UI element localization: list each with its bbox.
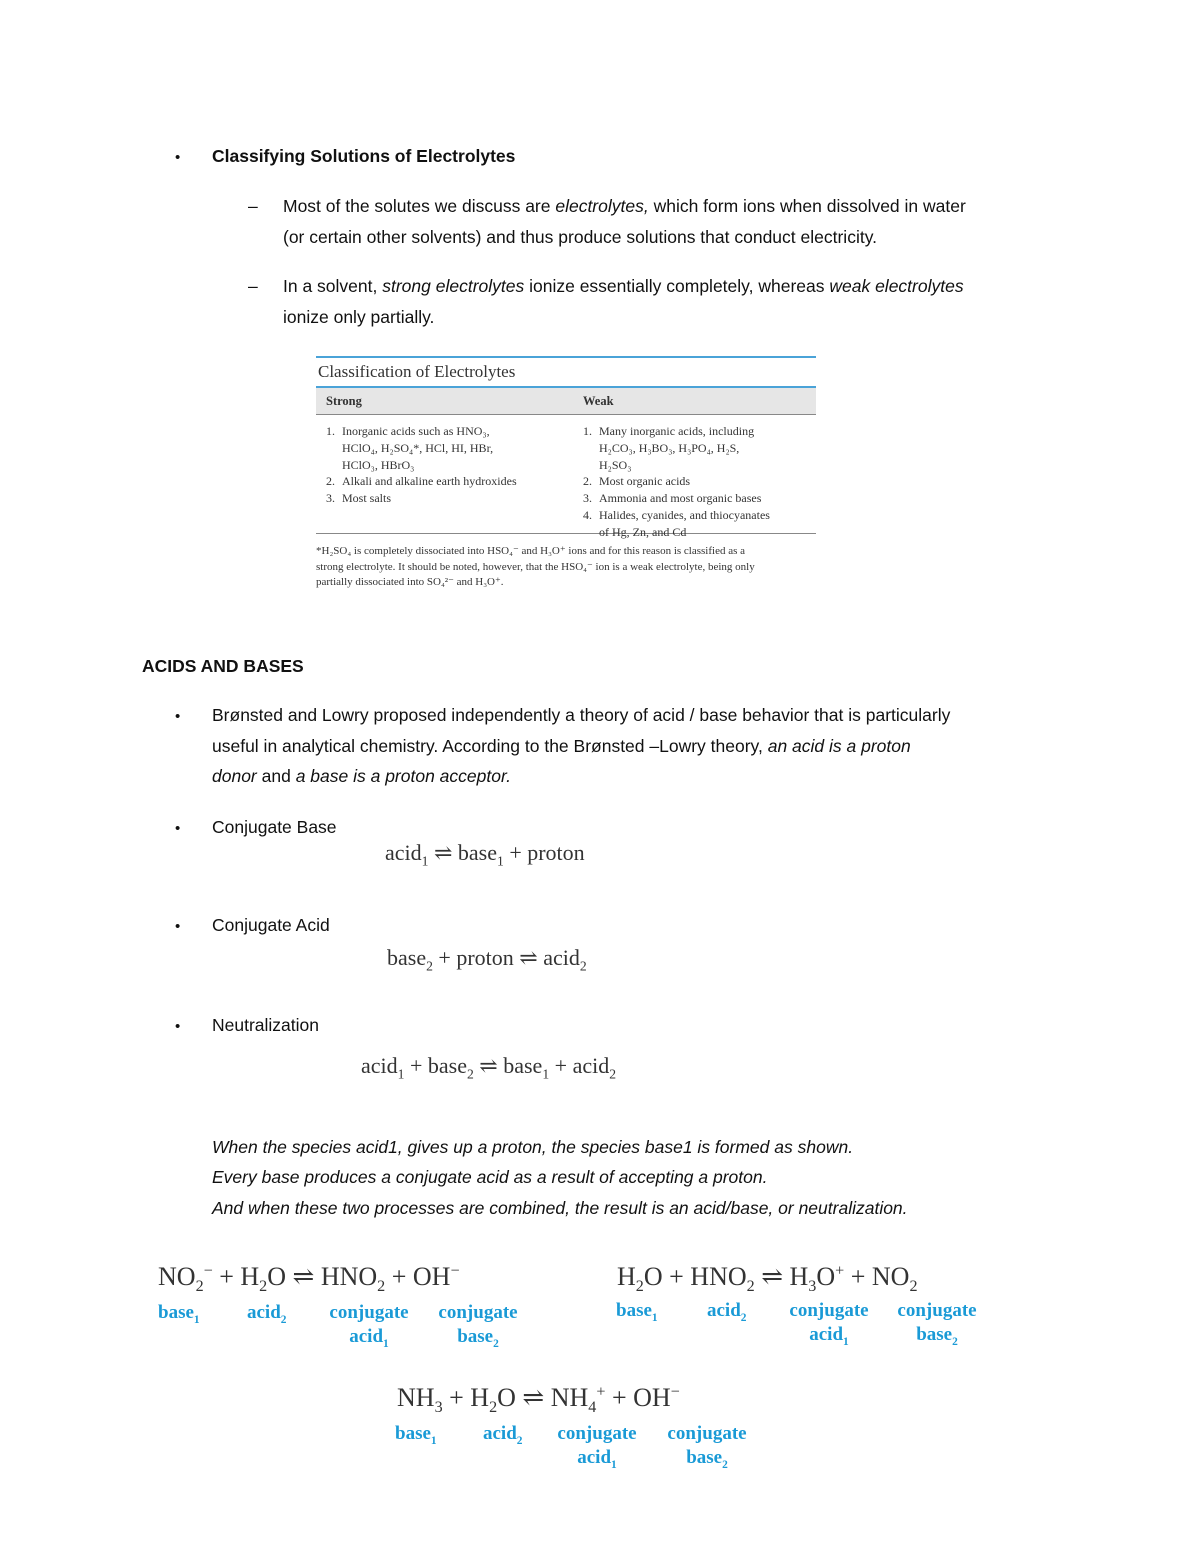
label-conjugate-acid1: conjugate acid$_1$ bbox=[789, 1300, 869, 1348]
paragraph-electrolytes-line1: Most of the solutes we discuss are electrolytes, which form ions when dissolved in water bbox=[283, 196, 966, 216]
strong-item bbox=[326, 473, 566, 490]
equilibrium-arrow-icon: ⇌ bbox=[519, 945, 538, 970]
bronsted-line1: Brønsted and Lowry proposed independently a theory of acid / base behavior that is particularly bbox=[212, 705, 951, 725]
weak-item bbox=[583, 473, 813, 490]
equilibrium-arrow-icon: ⇌ bbox=[761, 1262, 783, 1291]
weak-item-number: 2. bbox=[583, 474, 592, 489]
strong-item-number: 2. bbox=[326, 474, 335, 489]
equilibrium-arrow-icon: ⇌ bbox=[292, 1262, 315, 1291]
footnote-line: strong electrolyte. It should be noted, however, that the HSO₄⁻ ion is a weak electrolyte, being only bbox=[316, 560, 755, 573]
table-title: Classification of Electrolytes bbox=[318, 362, 516, 381]
weak-item-text: Halides, cyanides, and thiocyanates bbox=[599, 507, 770, 522]
strong-item-text: Alkali and alkaline earth hydroxides bbox=[342, 474, 517, 489]
weak-item-number: 1. bbox=[583, 424, 592, 438]
table-footnote bbox=[316, 534, 816, 591]
strong-item-text: Inorganic acids such as HNO₃, bbox=[342, 424, 490, 438]
neutralization-label: Neutralization bbox=[212, 1015, 319, 1035]
label-base1: base$_1$ bbox=[158, 1302, 200, 1326]
label-conjugate-base2: conjugate base$_2$ bbox=[897, 1300, 977, 1348]
note-line2: Every base produces a conjugate acid as a result of accepting a proton. bbox=[212, 1167, 768, 1187]
label-conjugate-base2: conjugate base$_2$ bbox=[438, 1302, 518, 1350]
label-acid2: acid$_2$ bbox=[247, 1302, 287, 1326]
electrolytes-table bbox=[316, 356, 816, 591]
table-header-weak: Weak bbox=[583, 394, 614, 408]
strong-item-text: HClO₃, HBrO₃ bbox=[342, 457, 415, 472]
dash-icon: – bbox=[248, 276, 258, 296]
equation-neutralization: acid$_1$ + base$_2$ ⇌ base$_1$ + acid$_2$ bbox=[361, 1053, 617, 1082]
bullet-icon: • bbox=[175, 918, 181, 935]
bronsted-line3: donor and a base is a proton acceptor. bbox=[212, 766, 512, 786]
dash-icon: – bbox=[248, 196, 258, 216]
weak-item-number: 4. bbox=[583, 507, 592, 522]
note-line3: And when these two processes are combined, the result is an acid/base, or neutralization. bbox=[212, 1198, 908, 1218]
label-base1: base$_1$ bbox=[395, 1423, 437, 1447]
table-header bbox=[316, 388, 816, 414]
strong-item-text: Most salts bbox=[342, 491, 392, 506]
weak-item-text: Many inorganic acids, including bbox=[599, 424, 755, 438]
weak-item-text: H₂CO₃, H₃BO₃, H₃PO₄, H₂S, bbox=[599, 440, 740, 455]
label-base1: base$_1$ bbox=[616, 1300, 658, 1324]
footnote-line: partially dissociated into SO₄²⁻ and H₃O⁺. bbox=[316, 576, 504, 588]
bullet-icon: • bbox=[175, 708, 181, 725]
bullet-icon: • bbox=[175, 149, 181, 166]
label-acid2: acid$_2$ bbox=[483, 1423, 523, 1447]
reaction-water-nitrous-acid: $H_2O + HNO_2$ ⇌ $H_3O^+ + NO_2$ bbox=[617, 1262, 918, 1296]
weak-item-text: Most organic acids bbox=[599, 474, 691, 489]
table-header-strong: Strong bbox=[326, 394, 362, 408]
paragraph-electrolytes-line2: (or certain other solvents) and thus produce solutions that conduct electricity. bbox=[283, 227, 878, 247]
equation-conjugate-base: acid$_1$ ⇌ base$_1$ + proton bbox=[385, 840, 585, 869]
weak-item bbox=[583, 507, 813, 541]
weak-item-text: Ammonia and most organic bases bbox=[599, 491, 762, 506]
heading-classifying: Classifying Solutions of Electrolytes bbox=[212, 146, 516, 166]
footnote-line: *H₂SO₄ is completely dissociated into HSO₄⁻ and H₃O⁺ ions and for this reason is classified as a bbox=[316, 545, 745, 557]
label-conjugate-acid1: conjugate acid$_1$ bbox=[329, 1302, 409, 1350]
strong-item bbox=[326, 423, 566, 473]
label-conjugate-base2: conjugate base$_2$ bbox=[667, 1423, 747, 1471]
table-col-weak bbox=[583, 423, 813, 541]
label-conjugate-acid1: conjugate acid$_1$ bbox=[557, 1423, 637, 1471]
reaction-ammonia-water: $NH_3 + H_2O$ ⇌ $NH_4^+ + OH^-$ bbox=[397, 1383, 680, 1417]
strong-item-text: HClO₄, H₂SO₄*, HCl, HI, HBr, bbox=[342, 440, 494, 455]
bronsted-line2: useful in analytical chemistry. According to the Brønsted –Lowry theory, an acid is a proton bbox=[212, 736, 911, 756]
weak-item bbox=[583, 423, 813, 473]
strong-item-number: 1. bbox=[326, 424, 335, 438]
strong-item bbox=[326, 490, 566, 507]
equilibrium-arrow-icon: ⇌ bbox=[522, 1383, 545, 1412]
paragraph-strong-weak-line2: ionize only partially. bbox=[283, 307, 435, 327]
reaction-nitrite-water: $NO_2^- + H_2O$ ⇌ $HNO_2 + OH^-$ bbox=[158, 1262, 460, 1296]
conjugate-acid-label: Conjugate Acid bbox=[212, 915, 330, 935]
bullet-icon: • bbox=[175, 1018, 181, 1035]
table-col-strong bbox=[326, 423, 566, 507]
paragraph-strong-weak-line1: In a solvent, strong electrolytes ionize essentially completely, whereas weak electrolytes bbox=[283, 276, 964, 296]
table-body bbox=[316, 415, 816, 539]
weak-item bbox=[583, 490, 813, 507]
weak-item-text: H₂SO₃ bbox=[599, 457, 632, 472]
weak-item-number: 3. bbox=[583, 491, 592, 506]
strong-item-number: 3. bbox=[326, 491, 335, 506]
weak-item-text: of Hg, Zn, and Cd bbox=[599, 524, 687, 539]
heading-acids-bases: ACIDS AND BASES bbox=[142, 656, 304, 676]
equilibrium-arrow-icon: ⇌ bbox=[479, 1053, 498, 1078]
label-acid2: acid$_2$ bbox=[707, 1300, 747, 1324]
conjugate-base-label: Conjugate Base bbox=[212, 817, 337, 837]
equilibrium-arrow-icon: ⇌ bbox=[433, 840, 453, 865]
bullet-icon: • bbox=[175, 820, 181, 837]
note-line1: When the species acid1, gives up a proton, the species base1 is formed as shown. bbox=[212, 1137, 854, 1157]
equation-conjugate-acid: base$_2$ + proton ⇌ acid$_2$ bbox=[387, 945, 587, 974]
